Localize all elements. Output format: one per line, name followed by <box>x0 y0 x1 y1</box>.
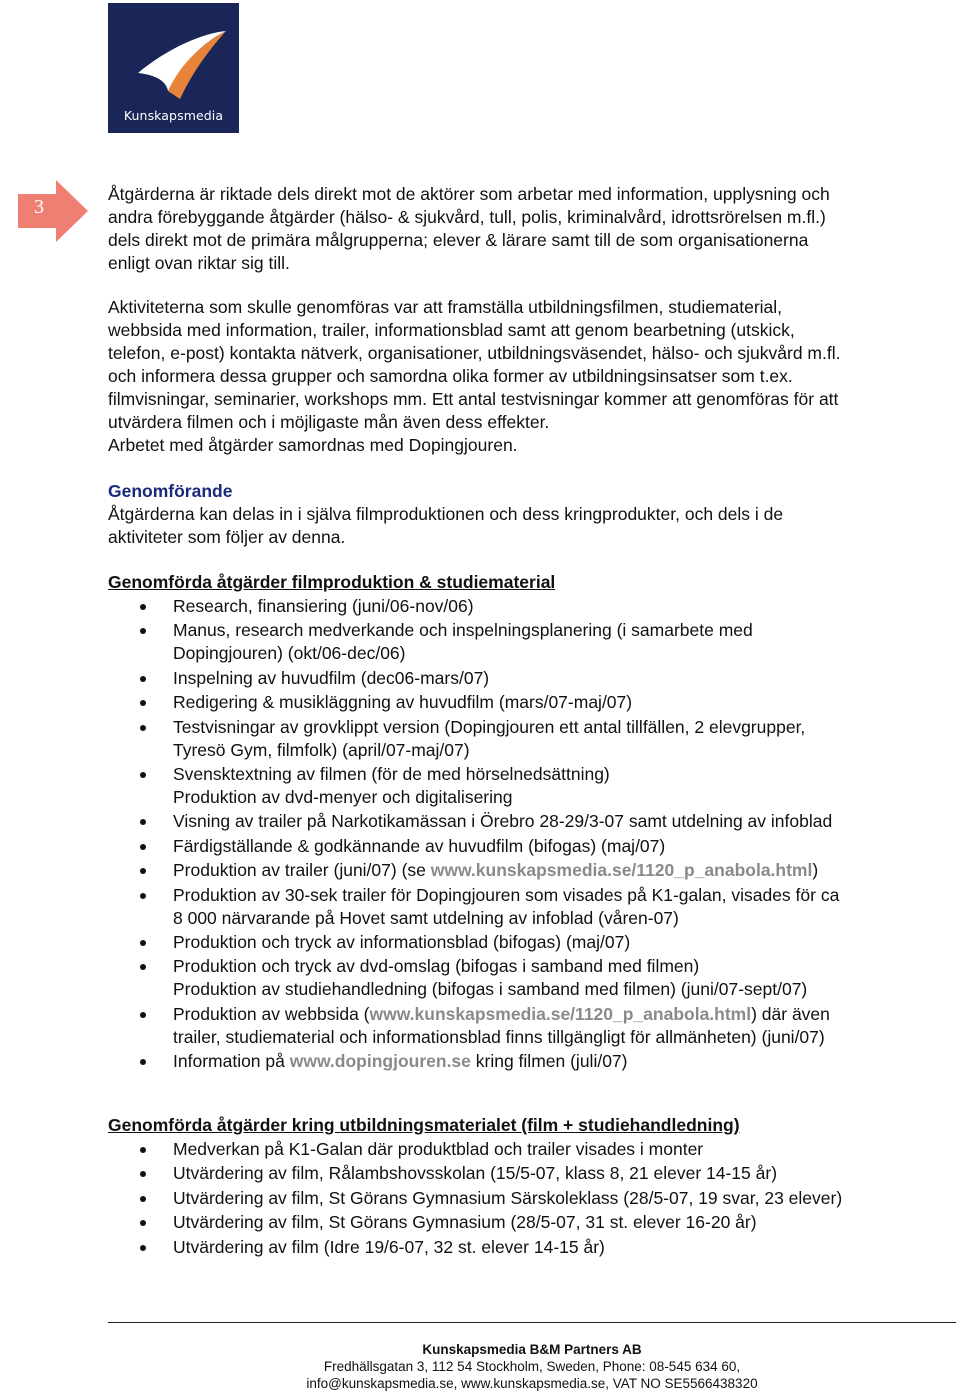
list-item: Manus, research medverkande och inspelningsplanering (i samarbete med Dopingjouren) (okt/06-dec/06) <box>108 619 948 665</box>
intro-paragraph: Åtgärderna är riktade dels direkt mot de aktörer som arbetar med information, upplysning och andra förebyggande åtgärder (hälso- & sjukvård, tull, polis, kriminalvård, idrottsrörelsen m.fl.) dels direkt mot de primära målgrupperna; elever & lärare samt till de som organisationerna enligt ovan riktar sig till. <box>108 184 830 273</box>
list-item <box>108 859 948 882</box>
list-item: Svensktextning av filmen (för de med hörselnedsättning) Produktion av dvd-menyer och digitalisering <box>108 763 948 809</box>
list-item: Inspelning av huvudfilm (dec06-mars/07) <box>108 667 948 690</box>
kunskapsmedia-logo <box>108 3 239 133</box>
material-action-list <box>108 1138 948 1260</box>
dopingjouren-link[interactable]: www.dopingjouren.se <box>289 1051 471 1072</box>
footer-contact: info@kunskapsmedia.se, www.kunskapsmedia.se, VAT NO SE5566438320 <box>306 1376 758 1391</box>
footer-address: Fredhällsgatan 3, 112 54 Stockholm, Sweden, Phone: 08-545 634 60, <box>323 1359 741 1374</box>
genomforande-text: Åtgärderna kan delas in i själva filmproduktionen och dess kringprodukter, och dels i de aktiviteter som följer av denna. <box>108 504 784 547</box>
film-action-list <box>108 595 948 1074</box>
list-item: Utvärdering av film (Idre 19/6-07, 32 st. elever 14-15 år) <box>108 1236 948 1259</box>
kunskapsmedia-link[interactable]: www.kunskapsmedia.se/1120_p_anabola.html <box>369 1003 752 1024</box>
footer-company: Kunskapsmedia B&M Partners AB <box>422 1342 642 1357</box>
page-number: 3 <box>34 196 44 218</box>
list-item: Research, finansiering (juni/06-nov/06) <box>108 595 948 618</box>
kunskapsmedia-link[interactable]: www.kunskapsmedia.se/1120_p_anabola.html <box>430 860 813 881</box>
material-section-heading: Genomförda åtgärder kring utbildningsmaterialet (film + studiehandledning) <box>108 1115 740 1135</box>
list-item: Utvärdering av film, Rålambshovsskolan (15/5-07, klass 8, 21 elever 14-15 år) <box>108 1162 948 1185</box>
list-item: Utvärdering av film, St Görans Gymnasium (28/5-07, 31 st. elever 16-20 år) <box>108 1211 948 1234</box>
item-text: ) där även trailer, studiematerial och informationsblad finns tillgängligt för allmänheten) (juni/07) <box>173 1003 830 1047</box>
footer-divider <box>108 1322 956 1323</box>
list-item: Visning av trailer på Narkotikamässan i Örebro 28-29/3-07 samt utdelning av infoblad <box>108 810 948 833</box>
list-item <box>108 1003 948 1049</box>
logo-text: Kunskapsmedia <box>123 108 224 123</box>
item-text: ) <box>812 860 819 881</box>
list-item: Utvärdering av film, St Görans Gymnasium Särskoleklass (28/5-07, 19 svar, 23 elever) <box>108 1187 948 1210</box>
activities-paragraph: Aktiviteterna som skulle genomföras var att framställa utbildningsfilmen, studiematerial, webbsida med information, trailer, informationsblad samt att genom bearbetning (utskick, telefon, e-post) kontakta nätverk, organisationer, utbildningsväsendet, hälso- och sjukvård m.fl. och informera dessa grupper och samordna olika former av utbildningsinsatser som t.ex. filmvisningar, seminarier, workshops mm. Ett antal testvisningar kommer att genomföras för att utvärdera filmen och i möjligaste mån även dess effekter. Arbetet med åtgärder samordnas med Dopingjouren. <box>108 297 841 455</box>
list-item: Färdigställande & godkännande av huvudfilm (bifogas) (maj/07) <box>108 835 948 858</box>
page-number-marker <box>18 180 90 247</box>
item-text: Information på <box>173 1051 290 1072</box>
item-text: Produktion av webbsida ( <box>173 1003 370 1024</box>
list-item <box>108 1050 948 1073</box>
list-item: Produktion av 30-sek trailer för Dopingjouren som visades på K1-galan, visades för ca 8 000 närvarande på Hovet samt utdelning av infoblad (våren-07) <box>108 884 948 930</box>
list-item: Medverkan på K1-Galan där produktblad och trailer visades i monter <box>108 1138 948 1161</box>
genomforande-heading: Genomförande <box>108 481 233 501</box>
footer <box>108 1341 956 1392</box>
list-item: Testvisningar av grovklippt version (Dopingjouren ett antal tillfällen, 2 elevgrupper, Tyresö Gym, filmfolk) (april/07-maj/07) <box>108 716 948 762</box>
item-text: Produktion av trailer (juni/07) (se <box>173 860 431 881</box>
list-item: Produktion och tryck av dvd-omslag (bifogas i samband med filmen) Produktion av studiehandledning (bifogas i samband med filmen) (juni/07-sept/07) <box>108 955 948 1001</box>
film-section-heading: Genomförda åtgärder filmproduktion & studiematerial <box>108 572 556 592</box>
list-item: Redigering & musikläggning av huvudfilm (mars/07-maj/07) <box>108 691 948 714</box>
list-item: Produktion och tryck av informationsblad (bifogas) (maj/07) <box>108 931 948 954</box>
item-text: kring filmen (juli/07) <box>470 1051 628 1072</box>
